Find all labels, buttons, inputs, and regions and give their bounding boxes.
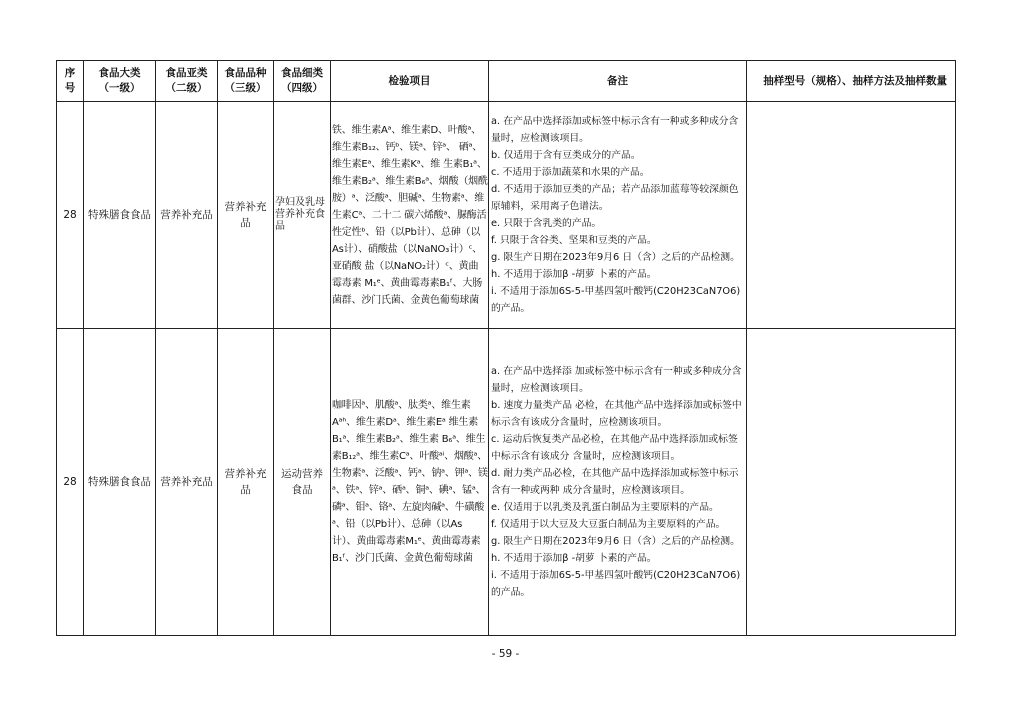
page-number: - 59 - — [491, 648, 520, 660]
cell-sampling — [747, 102, 956, 329]
table-header-row — [57, 61, 956, 102]
cell-items: 铁、维生素Aᵃ、维生素D、叶酸ᵃ、维生素B₁₂、钙ᵇ、镁ᵃ、锌ᵃ、 硒ᵃ、维生素Eᵃ、维生素Kᵃ、维 生素B₁ᵃ、维生素B₂ᵃ、维生素B₆ᵃ、烟酸（烟酰胺）ᵃ、泛酸ᵃ、胆碱ᵃ、生物素ᵃ、维生素Cᵃ、二十二 碳六烯酸ᵃ、脲酶活性定性ᵇ、铅（以Pb计）、总砷（以As计）、硝酸盐（以NaNO₃计）ᶜ、亚硝酸 盐（以NaNO₂计）ᶜ、黄曲霉毒素 M₁ᵉ、黄曲霉毒素B₁ᶠ、大肠菌群、沙门氏菌、金黄色葡萄球菌 — [331, 102, 489, 329]
note-line: a. 在产品中选择添加或标签中标示含有一种或多种成分含量时，应检测该项目。 — [491, 116, 739, 144]
header-seq: 序 号 — [57, 61, 84, 102]
note-line: i. 不适用于添加6S-5-甲基四氢叶酸钙(C20H23CaN7O6)的产品。 — [491, 570, 741, 598]
note-line: c. 不适用于添加蔬菜和水果的产品。 — [491, 167, 650, 178]
cell-notes — [489, 329, 747, 636]
cell-cat4: 运动营养食品 — [274, 329, 331, 636]
cell-sampling — [747, 329, 956, 636]
note-line: e. 只限于含乳类的产品。 — [491, 218, 602, 229]
note-line: f. 只限于含谷类、坚果和豆类的产品。 — [491, 235, 657, 246]
cell-cat2: 营养补充品 — [156, 102, 218, 329]
note-line: d. 不适用于添加豆类的产品；若产品添加蓝莓等较深颜色原辅料，采用离子色谱法。 — [491, 184, 739, 212]
note-line: h. 不适用于添加β -胡萝 卜素的产品。 — [491, 553, 657, 564]
note-line: e. 仅适用于以乳类及乳蛋白制品为主要原料的产品。 — [491, 502, 719, 513]
header-items: 检验项目 — [331, 61, 489, 102]
inspection-table — [56, 60, 956, 636]
note-line: b. 速度力量类产品 必检，在其他产品中选择添加或标签中标示含有该成分含量时，应检测该项目。 — [491, 400, 742, 428]
cell-seq: 28 — [57, 329, 84, 636]
cell-cat3: 营养补充品 — [218, 329, 274, 636]
header-notes: 备注 — [489, 61, 747, 102]
cell-cat1: 特殊膳食食品 — [84, 102, 156, 329]
note-line: f. 仅适用于以大豆及大豆蛋白制品为主要原料的产品。 — [491, 519, 726, 530]
note-line: b. 仅适用于含有豆类成分的产品。 — [491, 150, 641, 161]
note-line: g. 限生产日期在2023年9月6 日（含）之后的产品检测。 — [491, 536, 740, 547]
note-line: h. 不适用于添加β -胡萝 卜素的产品。 — [491, 269, 657, 280]
note-line: a. 在产品中选择添 加或标签中标示含有一种或多种成分含量时，应检测该项目。 — [491, 366, 742, 394]
header-cat4: 食品细类 （四级） — [274, 61, 331, 102]
cell-notes — [489, 102, 747, 329]
cell-cat2: 营养补充品 — [156, 329, 218, 636]
table-row — [57, 102, 956, 329]
header-sampling: 抽样型号（规格）、抽样方法及抽样数量 — [747, 61, 956, 102]
header-cat3: 食品品种 （三级） — [218, 61, 274, 102]
cell-seq: 28 — [57, 102, 84, 329]
cell-cat4: 孕妇及乳母营养补充食品 — [274, 102, 331, 329]
cell-cat1: 特殊膳食食品 — [84, 329, 156, 636]
cell-items: 咖啡因ᵃ、肌酸ᵃ、肽类ᵃ、维生素Aᵃʰ、维生素Dᵃ、维生素Eᵃ 维生素B₁ᵃ、维生素B₂ᵃ、维生素 B₆ᵃ、维生素B₁₂ᵃ、维生素Cᵃ、叶酸ᵃⁱ、烟酸ᵃ、生物素ᵃ、泛酸ᵃ、钙ᵃ、钠ᵃ、钾ᵃ、镁ᵃ、铁ᵃ、锌ᵃ、硒ᵃ、铜ᵃ、碘ᵃ、锰ᵃ、磷ᵃ、钼ᵃ、铬ᵃ、左旋肉碱ᵃ、牛磺酸ᵃ、铅（以Pb计）、总砷（以As 计）、黄曲霉毒素M₁ᵉ、黄曲霉毒素B₁ᶠ、沙门氏菌、金黄色葡萄球菌 — [331, 329, 489, 636]
table-row — [57, 329, 956, 636]
header-cat2: 食品亚类 （二级） — [156, 61, 218, 102]
cell-cat3: 营养补充品 — [218, 102, 274, 329]
note-line: i. 不适用于添加6S-5-甲基四氢叶酸钙(C20H23CaN7O6)的产品。 — [491, 286, 741, 314]
note-line: d. 耐力类产品必检，在其他产品中选择添加或标签中标示含有一种或两种 成分含量时，应检测该项目。 — [491, 468, 739, 496]
note-line: c. 运动后恢复类产品必检，在其他产品中选择添加或标签中标示含有该成分 含量时，应检测该项目。 — [491, 434, 738, 462]
header-cat1: 食品大类 （一级） — [84, 61, 156, 102]
note-line: g. 限生产日期在2023年9月6 日（含）之后的产品检测。 — [491, 252, 740, 263]
